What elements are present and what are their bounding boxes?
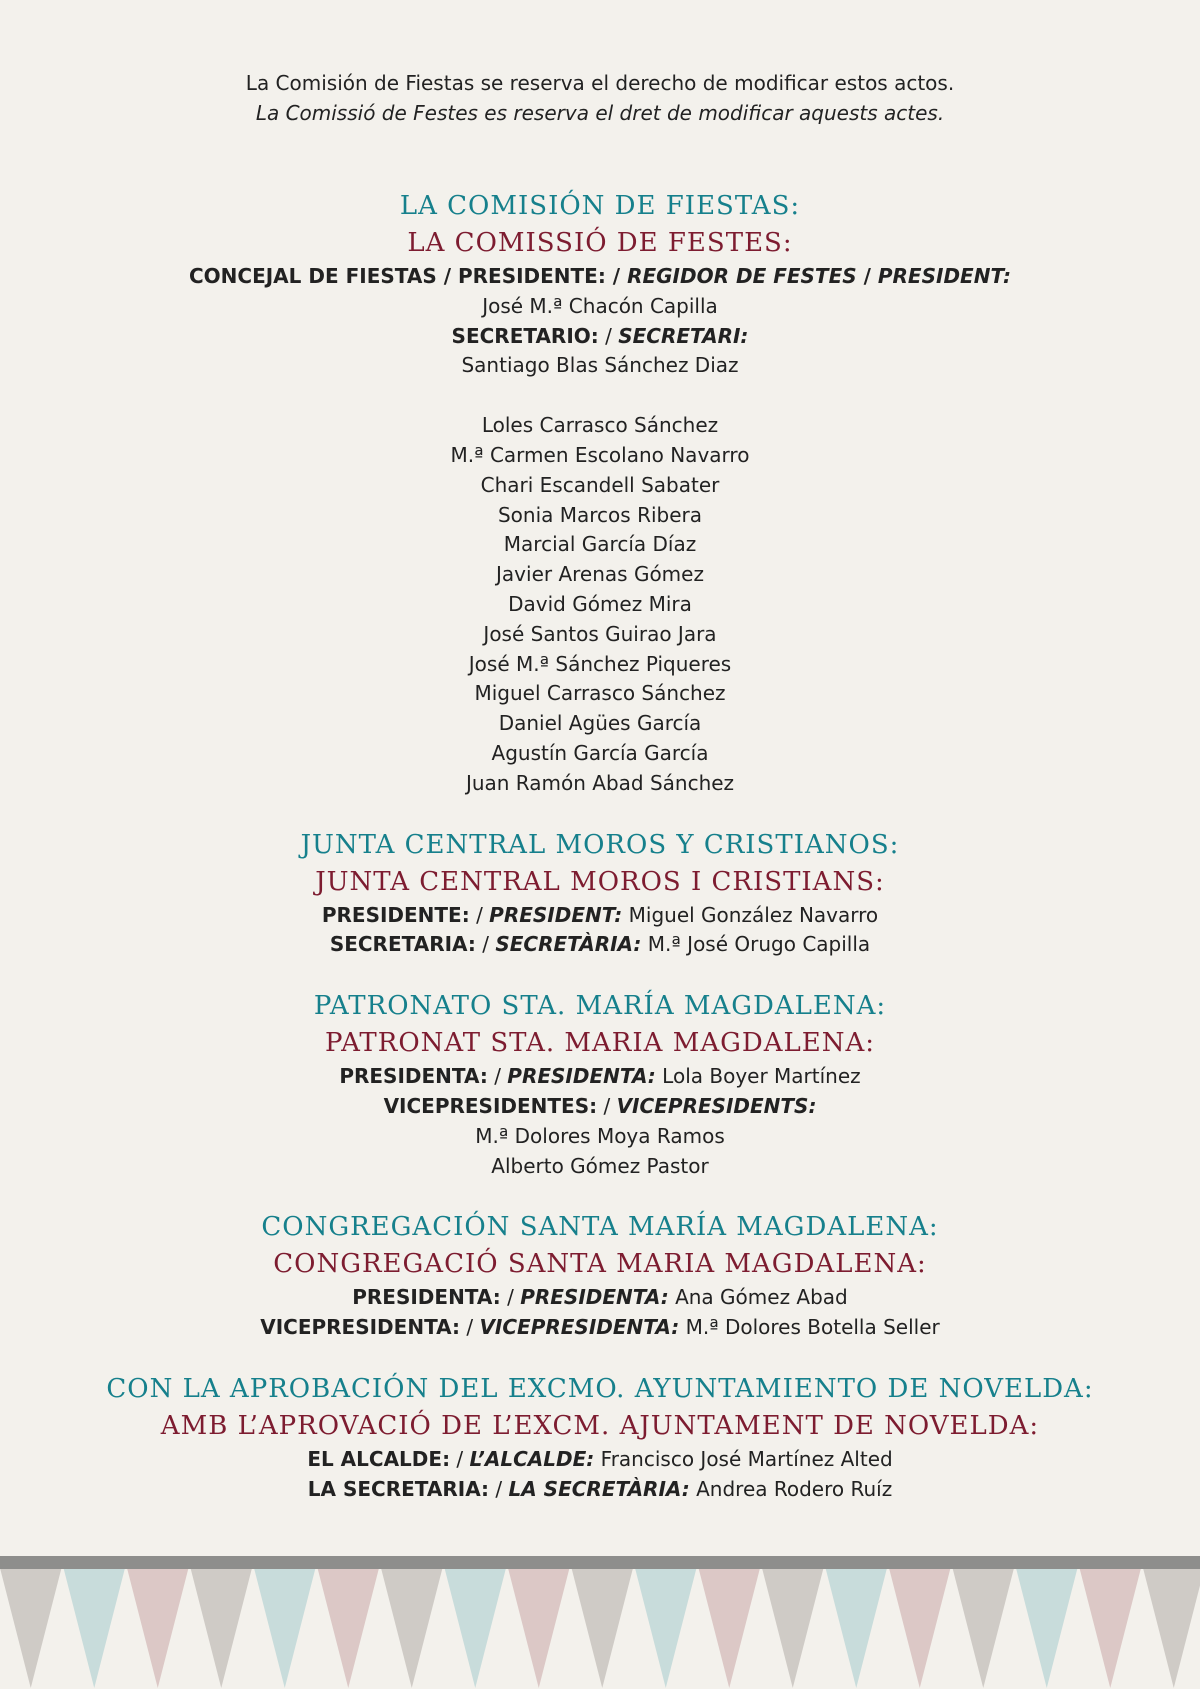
role-separator: / xyxy=(487,1064,508,1089)
role-line xyxy=(0,1475,1200,1505)
person-name: Alberto Gómez Pastor xyxy=(491,1153,709,1178)
role-label-es: VICEPRESIDENTA: xyxy=(260,1315,460,1340)
role-label-ca: VICEPRESIDENTA: xyxy=(479,1315,680,1340)
role-president xyxy=(0,262,1200,292)
list-item: M.ª Carmen Escolano Navarro xyxy=(450,442,750,467)
role-separator: / xyxy=(450,1446,470,1471)
bunting-flag xyxy=(826,1568,888,1688)
role-label-ca: LA SECRETÀRIA: xyxy=(508,1476,690,1501)
bunting-flag xyxy=(318,1568,380,1688)
section-ayuntamiento xyxy=(0,1371,1200,1505)
person-name: Francisco José Martínez Alted xyxy=(600,1446,893,1471)
role-label-es: PRESIDENTA: xyxy=(352,1285,501,1310)
heading-junta-es: JUNTA CENTRAL MOROS Y CRISTIANOS: xyxy=(300,829,900,860)
role-label-es: SECRETARIO: xyxy=(451,323,599,348)
list-item: Daniel Agües García xyxy=(498,711,702,736)
list-item: Miguel Carrasco Sánchez xyxy=(474,681,726,706)
role-separator: / xyxy=(605,264,628,288)
role-line xyxy=(0,1062,1200,1092)
role-label-es: VICEPRESIDENTES: xyxy=(383,1093,598,1118)
heading-patronato-es: PATRONATO STA. MARÍA MAGDALENA: xyxy=(313,991,887,1022)
role-label-ca: VICEPRESIDENTS: xyxy=(616,1093,817,1118)
person-name: M.ª Dolores Moya Ramos xyxy=(475,1123,725,1148)
content xyxy=(0,188,1200,1533)
role-line xyxy=(0,1283,1200,1313)
role-label-es: LA SECRETARIA: xyxy=(307,1476,490,1501)
role-label-es: SECRETARIA: xyxy=(329,932,476,957)
role-label-ca: PRESIDENT: xyxy=(489,902,623,927)
bunting-flag xyxy=(254,1568,316,1688)
bunting-flag xyxy=(953,1568,1015,1688)
bunting-flag xyxy=(445,1568,507,1688)
role-separator: / xyxy=(597,1093,617,1118)
role-separator: / xyxy=(460,1315,480,1340)
bunting-flag xyxy=(191,1568,253,1688)
spacer xyxy=(0,381,1200,411)
role-line xyxy=(0,1313,1200,1343)
heading-congregacion-es: CONGREGACIÓN SANTA MARÍA MAGDALENA: xyxy=(261,1212,939,1243)
bunting-flag xyxy=(635,1568,697,1688)
bunting-flag xyxy=(572,1568,634,1688)
notice-ca: La Comissió de Festes es reserva el dret de modificar aquests actes. xyxy=(255,101,945,125)
bunting-flag xyxy=(127,1568,189,1688)
list-item: Sonia Marcos Ribera xyxy=(497,502,702,527)
role-label-es: CONCEJAL DE FIESTAS / PRESIDENTE: xyxy=(188,264,606,288)
role-secretary xyxy=(0,322,1200,352)
section-congregacion xyxy=(0,1209,1200,1343)
heading-junta-ca: JUNTA CENTRAL MOROS I CRISTIANS: xyxy=(315,866,885,897)
role-label-ca: L’ALCALDE: xyxy=(469,1446,595,1471)
bunting-flag xyxy=(64,1568,126,1688)
role-label-es: PRESIDENTA: xyxy=(339,1064,488,1089)
heading-ayuntamiento-es: CON LA APROBACIÓN DEL EXCMO. AYUNTAMIENTO DE NOVELDA: xyxy=(106,1373,1094,1404)
member-list xyxy=(0,411,1200,798)
role-label-es: EL ALCALDE: xyxy=(307,1446,451,1471)
heading-comision-es: LA COMISIÓN DE FIESTAS: xyxy=(399,191,801,221)
role-separator: / xyxy=(856,264,878,288)
role-label-ca: SECRETÀRIA: xyxy=(495,932,642,957)
section-patronato xyxy=(0,988,1200,1181)
list-item: Agustín García García xyxy=(491,740,709,765)
section-junta xyxy=(0,827,1200,961)
heading-patronato-ca: PATRONAT STA. MARIA MAGDALENA: xyxy=(324,1028,876,1059)
role-separator: / xyxy=(500,1285,521,1310)
section-comision xyxy=(0,188,1200,799)
bunting-flag xyxy=(699,1568,761,1688)
bunting-flag xyxy=(1016,1568,1078,1688)
notice xyxy=(0,68,1200,128)
bunting-flag xyxy=(762,1568,824,1688)
role-label-ca: REGIDOR DE FESTES xyxy=(627,264,857,288)
notice-es: La Comisión de Fiestas se reserva el derecho de modificar estos actos. xyxy=(245,71,955,95)
role-separator: / xyxy=(598,323,619,348)
role-label-ca: PRESIDENT: xyxy=(877,264,1011,288)
role-label-ca: PRESIDENTA: xyxy=(520,1285,669,1310)
role-label-ca: SECRETARI: xyxy=(618,323,749,348)
bunting-flag xyxy=(889,1568,951,1688)
list-item: Loles Carrasco Sánchez xyxy=(481,413,719,438)
bunting-string xyxy=(0,1556,1200,1569)
person-name: M.ª Dolores Botella Seller xyxy=(685,1315,940,1340)
person-name: M.ª José Orugo Capilla xyxy=(647,932,871,957)
person-name: Miguel González Navarro xyxy=(628,902,879,927)
list-item: Juan Ramón Abad Sánchez xyxy=(465,770,735,795)
role-separator: / xyxy=(469,902,490,927)
role-label-ca: PRESIDENTA: xyxy=(507,1064,656,1089)
list-item: Javier Arenas Gómez xyxy=(496,562,704,587)
person-name: Ana Gómez Abad xyxy=(675,1285,848,1310)
person-name: Santiago Blas Sánchez Diaz xyxy=(461,353,739,378)
bunting-decoration xyxy=(0,1556,1200,1689)
role-label-es: PRESIDENTE: xyxy=(321,902,470,927)
role-separator: / xyxy=(489,1476,509,1501)
role-line xyxy=(0,1092,1200,1122)
role-line xyxy=(0,1445,1200,1475)
list-item: Marcial García Díaz xyxy=(503,532,697,557)
bunting-flag xyxy=(1143,1568,1200,1688)
list-item: Chari Escandell Sabater xyxy=(480,472,720,497)
bunting-flag xyxy=(1080,1568,1142,1688)
heading-congregacion-ca: CONGREGACIÓ SANTA MARIA MAGDALENA: xyxy=(273,1249,927,1280)
role-line xyxy=(0,901,1200,931)
bunting-flag xyxy=(508,1568,570,1688)
person-name: José M.ª Chacón Capilla xyxy=(482,293,718,318)
list-item: José M.ª Sánchez Piqueres xyxy=(468,651,732,676)
list-item: David Gómez Mira xyxy=(508,591,692,616)
person-name: Lola Boyer Martínez xyxy=(662,1064,861,1089)
person-name: Andrea Rodero Ruíz xyxy=(696,1476,893,1501)
bunting-flag xyxy=(0,1568,62,1688)
list-item: José Santos Guirao Jara xyxy=(483,621,717,646)
role-separator: / xyxy=(475,932,496,957)
heading-comision-ca: LA COMISSIÓ DE FESTES: xyxy=(407,228,793,258)
heading-ayuntamiento-ca: AMB L’APROVACIÓ DE L’EXCM. AJUNTAMENT DE NOVELDA: xyxy=(160,1410,1040,1441)
bunting-flag xyxy=(381,1568,443,1688)
role-line xyxy=(0,930,1200,960)
